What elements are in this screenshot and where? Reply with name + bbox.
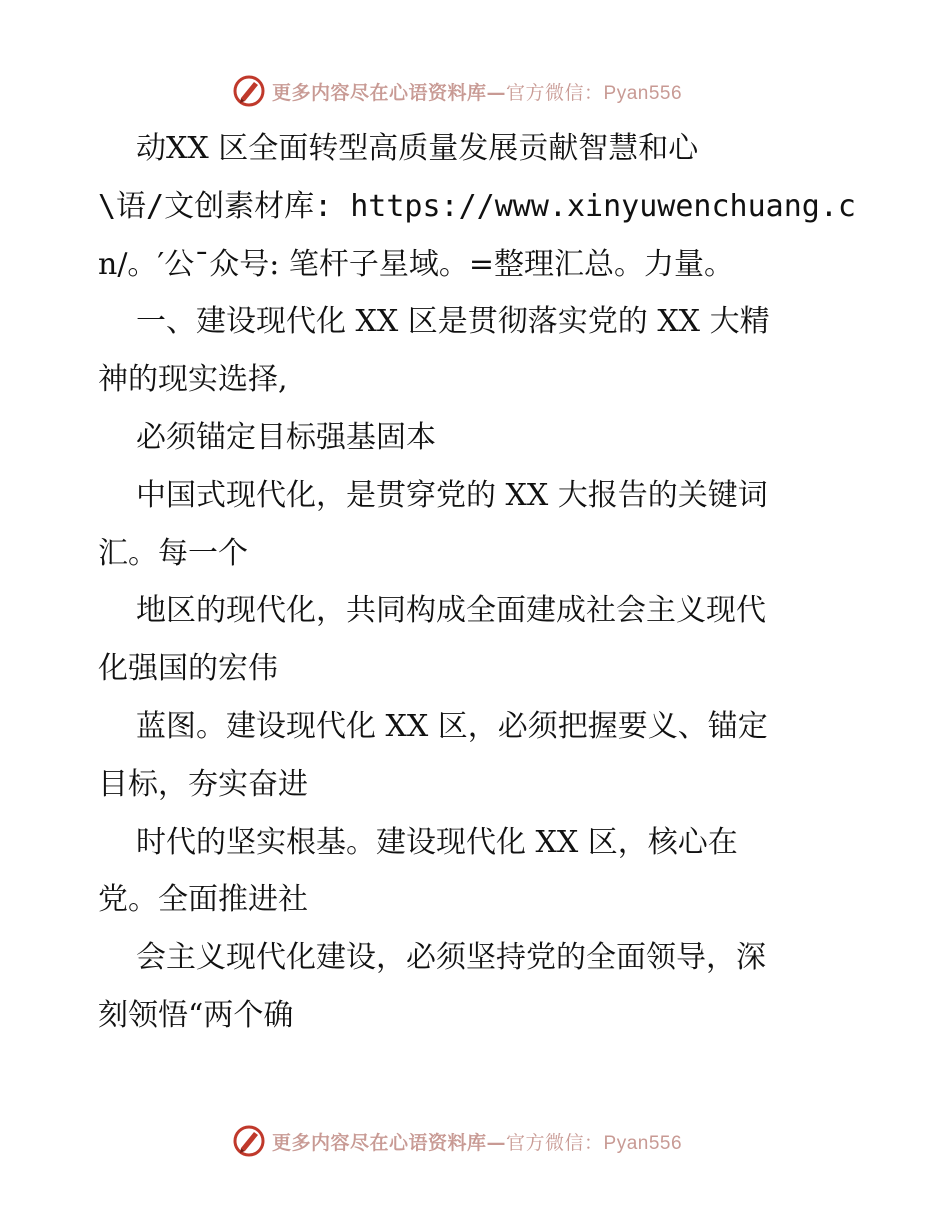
text-line: 刻领悟“两个确 — [98, 997, 294, 1033]
text-line: 中国式现代化，是贯穿党的 XX 大报告的关键词 — [136, 477, 768, 513]
text-line: 会主义现代化建设，必须坚持党的全面领导，深 — [136, 940, 766, 976]
text-line: 动XX 区全面转型高质量发展贡献智慧和心 — [136, 131, 699, 166]
text-line: 一、建设现代化 XX 区是贯彻落实党的 XX 大精 — [136, 304, 770, 340]
text-line: 时代的坚实根基。建设现代化 XX 区，核心在 — [136, 824, 738, 860]
text-line: 神的现实选择, — [98, 362, 288, 398]
text-line: 汇。每一个 — [98, 535, 248, 571]
text-line: n/。′公¯众号: 笔杆子星域。=整理汇总。力量。 — [98, 246, 735, 282]
text-line: 目标，夯实奋进 — [98, 766, 308, 802]
watermark-text: 更多内容尽在心语资料库—官方微信：Pyan556 — [272, 81, 683, 104]
watermark-text: 更多内容尽在心语资料库—官方微信：Pyan556 — [272, 1131, 683, 1154]
watermark-banner-top — [232, 72, 682, 110]
text-line: 地区的现代化，共同构成全面建成社会主义现代 — [136, 593, 766, 629]
text-line: 蓝图。建设现代化 XX 区，必须把握要义、锚定 — [136, 708, 768, 744]
text-line: \语/文创素材库: https://www.xinyuwenchuang.c — [98, 188, 856, 224]
text-line: 必须锚定目标强基固本 — [136, 419, 436, 455]
document-body — [98, 120, 858, 1045]
pen-logo-icon — [232, 1124, 266, 1158]
watermark-banner-bottom — [232, 1122, 682, 1160]
text-line: 党。全面推进社 — [98, 882, 308, 918]
pen-logo-icon — [232, 74, 266, 108]
text-line: 化强国的宏伟 — [98, 651, 278, 687]
